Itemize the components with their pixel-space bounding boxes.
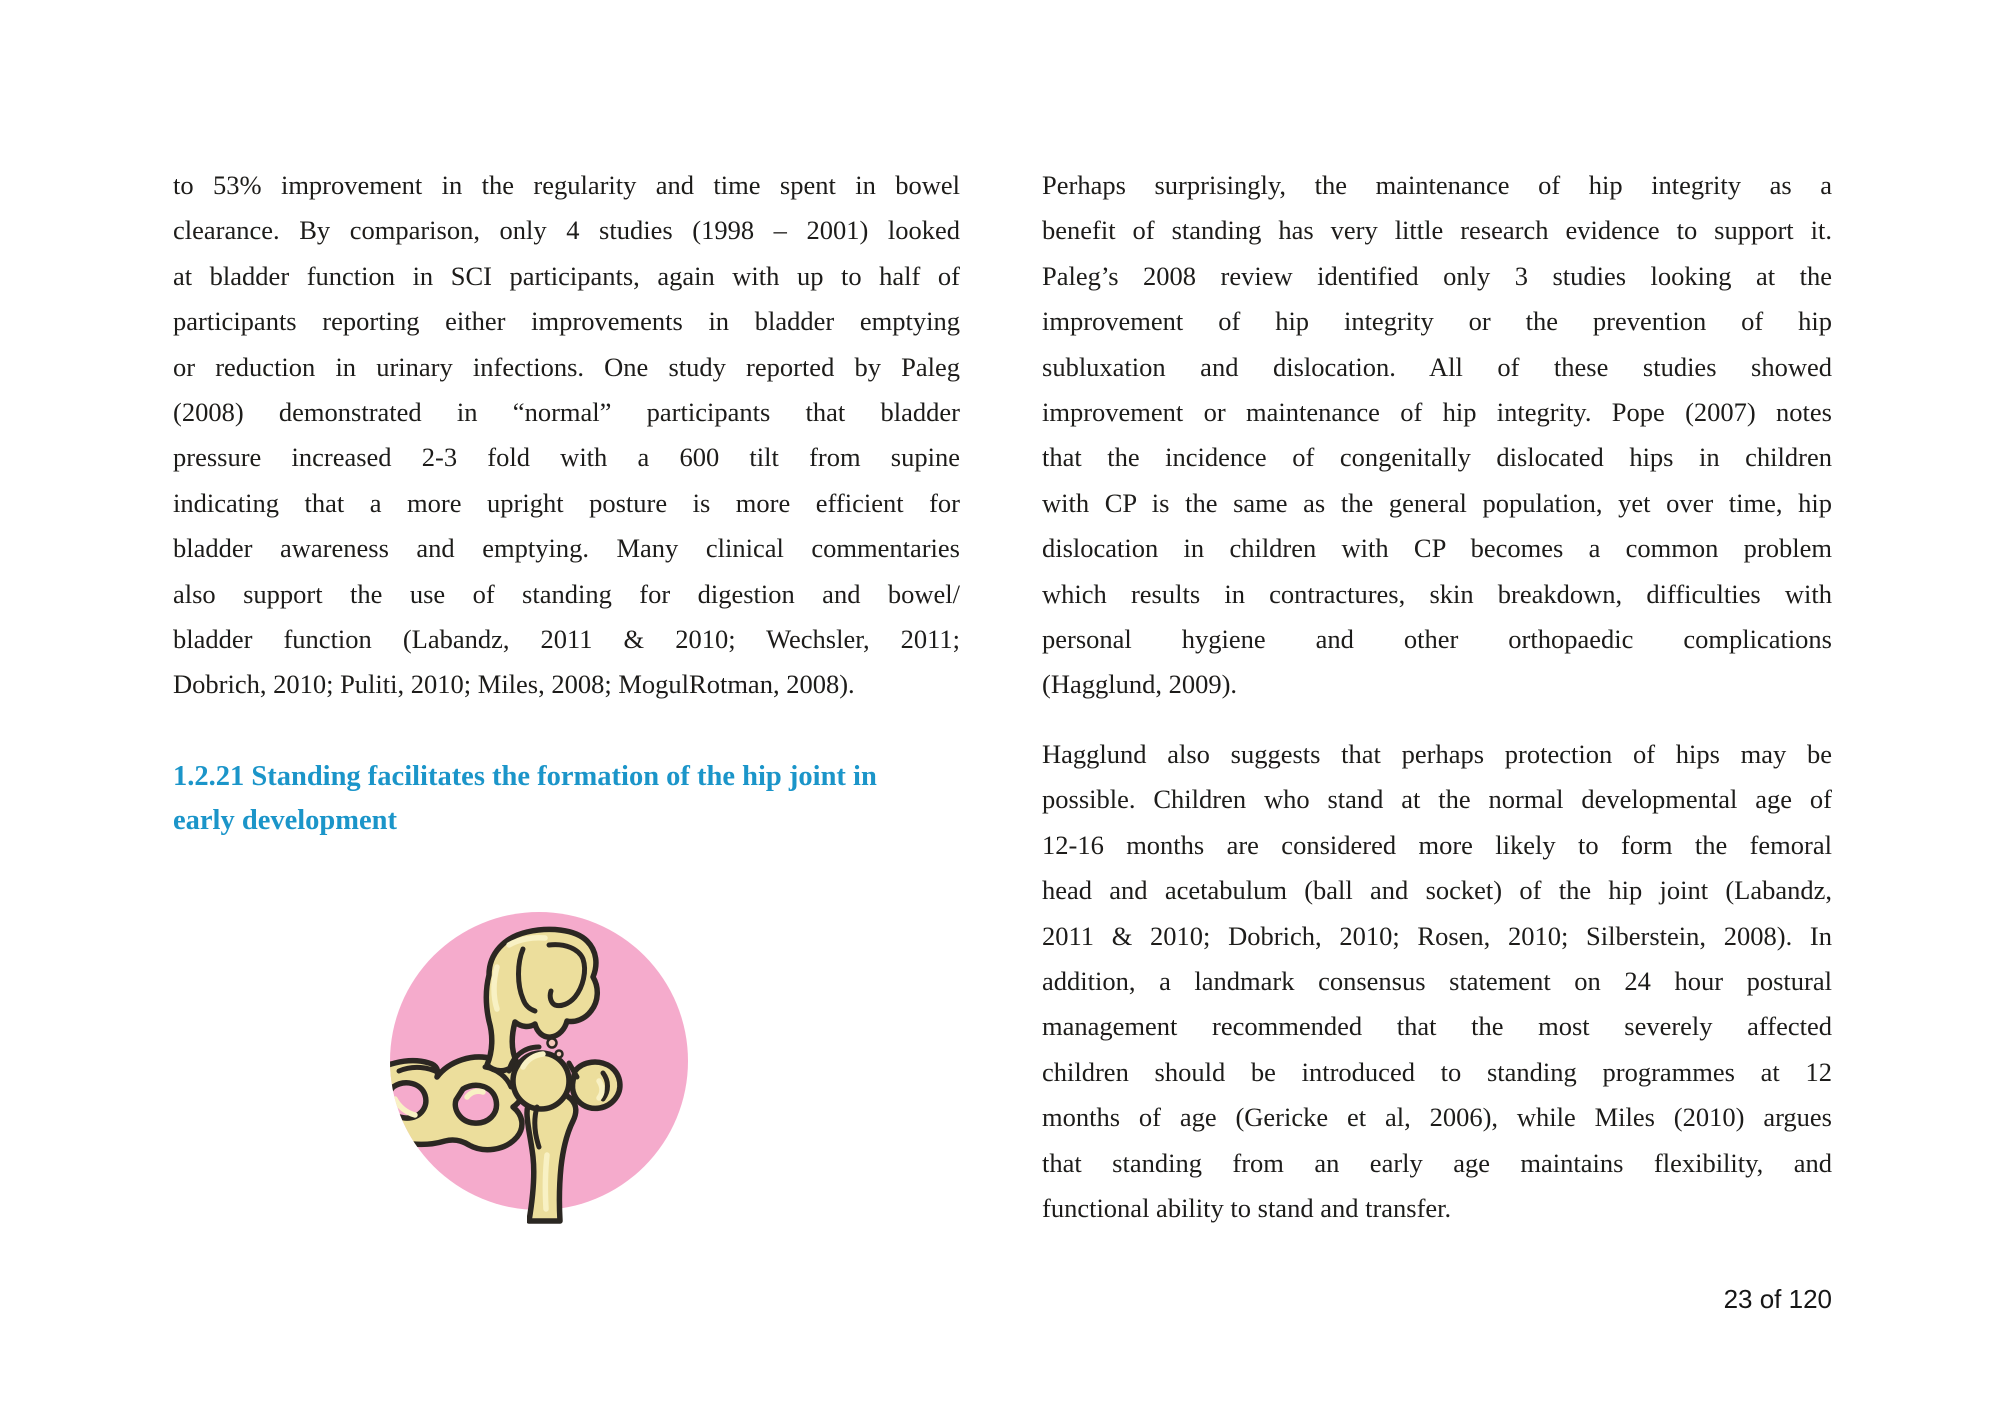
text-line: Paleg’s 2008 review identified only 3 studies looking at the — [1042, 260, 1832, 291]
text-line: participants reporting either improvements in bladder emptying — [173, 306, 960, 337]
text-line: to 53% improvement in the regularity and time spent in bowel — [173, 170, 960, 200]
body-paragraph-bowel-bladder — [173, 163, 960, 708]
page-number: 23 of 120 — [1723, 1284, 1832, 1314]
text-line: bladder function (Labandz, 2011 & 2010; Wechsler, 2011; — [173, 624, 960, 655]
greater-trochanter-bone — [572, 1062, 619, 1108]
text-line: Hagglund also suggests that perhaps protection of hips may be — [1042, 738, 1832, 769]
text-line: clearance. By comparison, only 4 studies (1998 – 2001) looked — [173, 215, 960, 246]
text-line: dislocation in children with CP becomes a common problem — [1042, 533, 1832, 564]
text-line: 2011 & 2010; Dobrich, 2010; Rosen, 2010; Silberstein, 2008). In — [1042, 920, 1832, 951]
text-line: subluxation and dislocation. All of these studies showed — [1042, 351, 1832, 382]
hip-joint-icon — [389, 911, 689, 1227]
section-heading-1-2-21 — [173, 755, 960, 843]
text-line: children should be introduced to standing programmes at 12 — [1042, 1056, 1832, 1087]
text-line: addition, a landmark consensus statement on 24 hour postural — [1042, 965, 1832, 996]
text-line: 12-16 months are considered more likely to form the femoral — [1042, 829, 1832, 860]
text-line: Dobrich, 2010; Puliti, 2010; Miles, 2008; MogulRotman, 2008). — [173, 669, 855, 700]
text-line: which results in contractures, skin breakdown, difficulties with — [1042, 578, 1832, 609]
text-line: personal hygiene and other orthopaedic complications — [1042, 624, 1832, 655]
text-line: or reduction in urinary infections. One study reported by Paleg — [173, 351, 960, 382]
text-line: possible. Children who stand at the normal developmental age of — [1042, 784, 1832, 815]
text-line: (2008) demonstrated in “normal” participants that bladder — [173, 397, 960, 428]
text-line: with CP is the same as the general population, yet over time, hip — [1042, 487, 1832, 518]
text-line: that the incidence of congenitally dislocated hips in children — [1042, 442, 1832, 473]
text-line: bladder awareness and emptying. Many clinical commentaries — [173, 533, 960, 564]
body-paragraph-hip-protection — [1042, 732, 1832, 1231]
text-line: also support the use of standing for digestion and bowel/ — [173, 578, 960, 609]
text-line: Perhaps surprisingly, the maintenance of hip integrity as a — [1042, 170, 1832, 200]
text-line: months of age (Gericke et al, 2006), while Miles (2010) argues — [1042, 1102, 1832, 1133]
right-column — [1042, 163, 1832, 1231]
text-line: head and acetabulum (ball and socket) of the hip joint (Labandz, — [1042, 875, 1832, 906]
text-line: at bladder function in SCI participants, again with up to half of — [173, 260, 960, 291]
body-paragraph-hip-integrity — [1042, 163, 1832, 708]
hip-joint-illustration — [389, 911, 689, 1227]
text-line: functional ability to stand and transfer. — [1042, 1192, 1452, 1223]
text-line: that standing from an early age maintains flexibility, and — [1042, 1147, 1832, 1178]
text-line: early development — [173, 804, 397, 836]
text-line: benefit of standing has very little research evidence to support it. — [1042, 215, 1832, 246]
text-line: pressure increased 2-3 fold with a 600 tilt from supine — [173, 442, 960, 473]
text-line: improvement or maintenance of hip integrity. Pope (2007) notes — [1042, 397, 1832, 428]
text-line: improvement of hip integrity or the prevention of hip — [1042, 306, 1832, 337]
left-column — [173, 163, 960, 843]
text-line: (Hagglund, 2009). — [1042, 669, 1238, 700]
text-line: 1.2.21 Standing facilitates the formation of the hip joint in — [173, 760, 877, 792]
femoral-head-bone — [513, 1053, 569, 1109]
text-line: indicating that a more upright posture is more efficient for — [173, 487, 960, 518]
text-line: management recommended that the most severely affected — [1042, 1011, 1832, 1042]
